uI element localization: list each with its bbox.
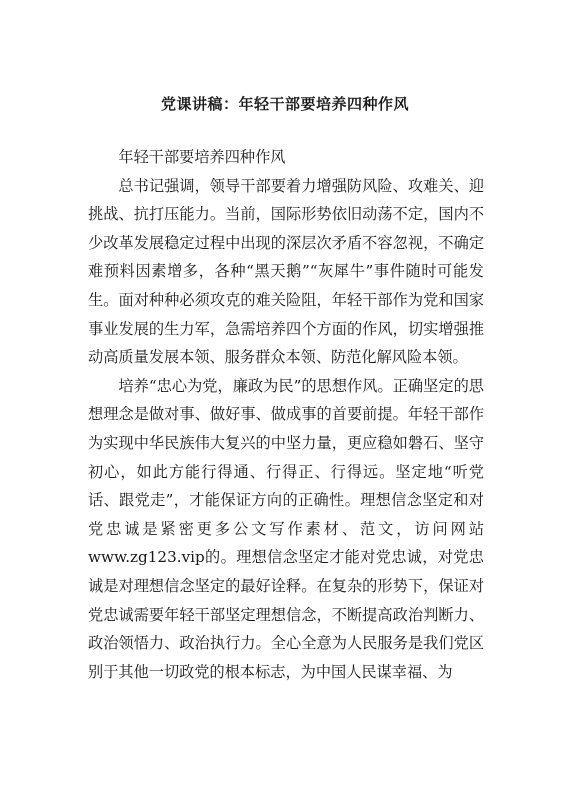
intro-paragraph: 总书记强调，领导干部要着力增强防风险、攻难关、迎挑战、抗打压能力。当前，国际形势依旧动荡不定，国内不少改革发展稳定过程中出现的深层次矛盾不容忽视，不确定难预料因素增多，各种“黑天鹅”“灰犀牛”事件随时可能发生。面对种种必须攻克的难关险阻，年轻干部作为党和国家事业发展的生力军，急需培养四个方面的作风，切实增强推动高质量发展本领、服务群众本领、防范化解风险本领。 (88, 176, 484, 367)
document-body (88, 143, 484, 686)
document-title: 党课讲稿：年轻干部要培养四种作风 (160, 95, 409, 113)
section-paragraph: 培养“忠心为党，廉政为民”的思想作风。正确坚定的思想理念是做对事、做好事、做成事的首要前提。年轻干部作为实现中华民族伟大复兴的中坚力量，更应稳如磐石、坚守初心，如此方能行得通、行得正、行得远。坚定地“听党话、跟党走”，才能保证方向的正确性。理想信念坚定和对党忠诚是紧密更多公文写作素材、范文，访问网站www.zg123.vip的。理想信念坚定才能对党忠诚，对党忠诚是对理想信念坚定的最好诠释。在复杂的形势下，保证对党忠诚需要年轻干部坚定理想信念，不断提高政治判断力、政治领悟力、政治执行力。全心全意为人民服务是我们党区别于其他一切政党的根本标志，为中国人民谋幸福、为 (88, 376, 484, 681)
subtitle-paragraph: 年轻干部要培养四种作风 (118, 148, 286, 166)
